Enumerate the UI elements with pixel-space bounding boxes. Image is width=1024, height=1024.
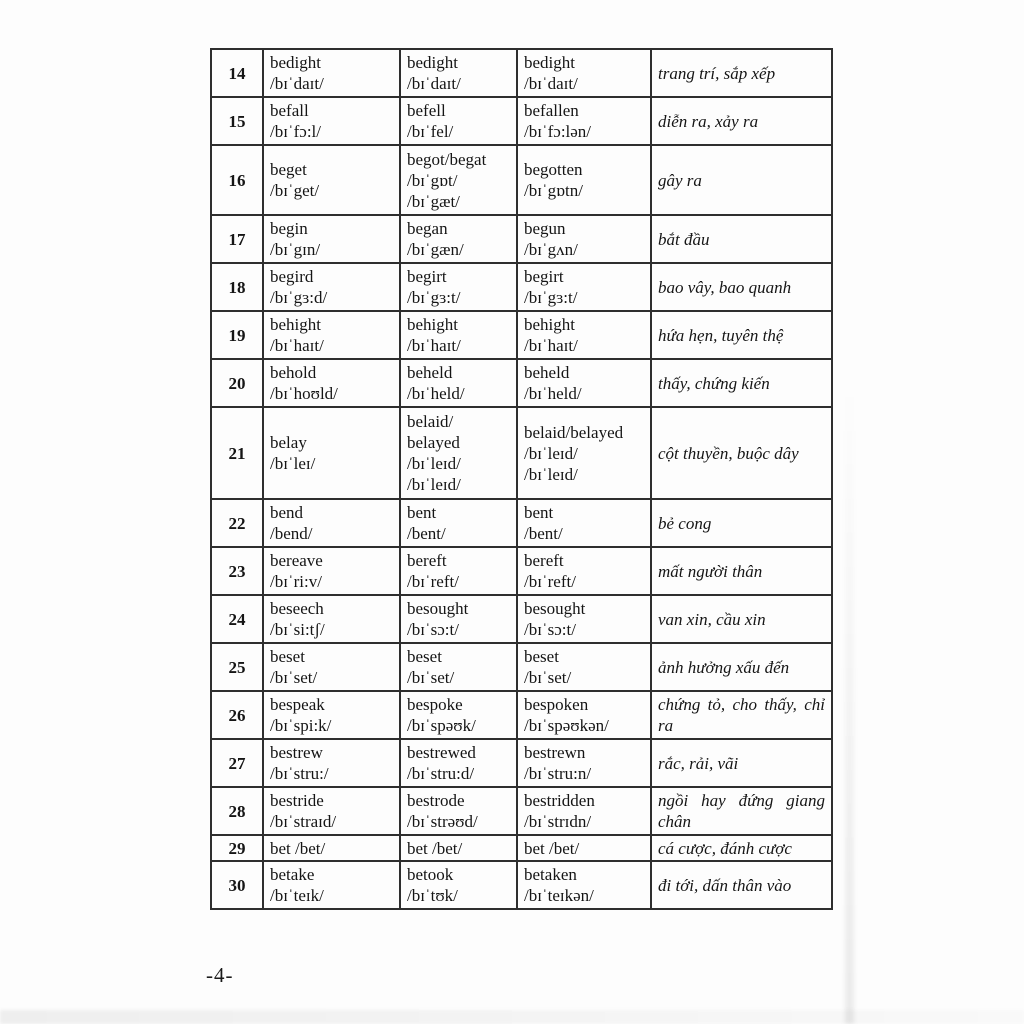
verb-ipa: /bɪˈstraɪd/ [270,812,337,831]
verb-ipa: /bɪˈspəʊkən/ [524,716,609,735]
verb-word: bet /bet/ [407,838,463,858]
verb-word: behight [524,315,575,334]
past-tense-cell [400,861,517,909]
verb-word: bespeak [270,695,325,714]
row-number-cell: 30 [211,861,263,909]
verb-ipa: /bɪˈsi:tʃ/ [270,620,325,639]
verb-ipa: /bɪˈhaɪt/ [524,336,578,355]
verb-ipa: /bɪˈdaɪt/ [270,74,324,93]
base-form-cell [263,691,400,739]
past-participle-cell [517,49,651,97]
verb-ipa: /bɪˈri:v/ [270,572,322,591]
row-number-cell: 14 [211,49,263,97]
base-form-cell [263,547,400,595]
verb-word: bereave [270,551,323,570]
past-participle-cell [517,311,651,359]
row-number-cell: 15 [211,97,263,145]
meaning-cell: mất người thân [651,547,832,595]
table-row [211,691,832,739]
verb-ipa: /bɪˈgæn/ [407,240,464,259]
past-tense-cell [400,145,517,215]
verb-word: behight [270,315,321,334]
verb-word: behold [270,363,317,382]
row-number-cell: 27 [211,739,263,787]
table-row [211,263,832,311]
table-row [211,407,832,499]
past-tense-cell [400,49,517,97]
base-form-cell [263,145,400,215]
meaning-cell: trang trí, sắp xếp [651,49,832,97]
table-row [211,97,832,145]
table-row [211,145,832,215]
verb-word: behight [407,315,458,334]
past-tense-cell [400,787,517,835]
base-form-cell [263,835,400,861]
verb-word: bespoke [407,695,463,714]
meaning-cell: van xin, cầu xin [651,595,832,643]
verb-word: beset [270,647,305,666]
verb-word: bent [524,503,554,522]
verb-ipa: /bɪˈhaɪt/ [407,336,461,355]
base-form-cell [263,49,400,97]
row-number-cell: 19 [211,311,263,359]
table-row [211,643,832,691]
past-participle-cell [517,215,651,263]
verb-word: begird [270,267,314,286]
verb-ipa: /bɪˈteɪk/ [270,886,324,905]
row-number-cell: 26 [211,691,263,739]
past-participle-cell [517,595,651,643]
base-form-cell [263,359,400,407]
row-number-cell: 18 [211,263,263,311]
verb-word: befall [270,101,309,120]
verb-word: bespoken [524,695,589,714]
verb-ipa: /bɪˈstrəʊd/ [407,812,478,831]
base-form-cell [263,595,400,643]
verb-ipa: /bɪˈfɔ:l/ [270,122,321,141]
meaning-cell: gây ra [651,145,832,215]
verb-word: began [407,219,448,238]
past-participle-cell [517,263,651,311]
past-participle-cell [517,787,651,835]
verb-ipa: /bɪˈstrɪdn/ [524,812,592,831]
base-form-cell [263,499,400,547]
past-participle-cell [517,835,651,861]
verb-word: bet /bet/ [524,838,580,858]
verb-ipa: /bɪˈstru:/ [270,764,329,783]
past-tense-cell [400,739,517,787]
verb-ipa: /bɪˈfɔ:lən/ [524,122,592,141]
past-tense-cell [400,691,517,739]
meaning-cell: cá cược, đánh cược [651,835,832,861]
meaning-cell: rắc, rải, vãi [651,739,832,787]
past-participle-cell [517,499,651,547]
verb-ipa: /bɪˈleɪd/ [524,443,578,463]
row-number-cell: 22 [211,499,263,547]
verb-ipa: /bɪˈhaɪt/ [270,336,324,355]
meaning-cell: đi tới, dấn thân vào [651,861,832,909]
row-number-cell: 29 [211,835,263,861]
verb-ipa: /bɪˈgɪn/ [270,240,321,259]
meaning-cell: thấy, chứng kiến [651,359,832,407]
verb-word: besought [407,599,469,618]
verb-ipa: /bɪˈteɪkən/ [524,886,594,905]
verb-word: beseech [270,599,324,618]
verb-ipa: /bɪˈset/ [407,668,455,687]
verb-ipa: /bɪˈget/ [270,181,320,200]
table-row [211,547,832,595]
verb-word: begot/begat [407,149,487,169]
verb-ipa: /bɪˈset/ [270,668,318,687]
verb-word: begun [524,219,566,238]
verb-ipa: /bɪˈfel/ [407,122,454,141]
verb-ipa: /bɪˈleɪd/ [407,454,461,473]
verb-word: befallen [524,101,579,120]
verb-ipa: /bɪˈstru:n/ [524,764,592,783]
verb-ipa: /bɪˈstru:d/ [407,764,475,783]
meaning-cell: hứa hẹn, tuyên thệ [651,311,832,359]
verb-ipa: /bɪˈgæt/ [407,191,460,211]
page-number: -4- [206,963,234,987]
table-row [211,861,832,909]
verb-word: besought [524,599,586,618]
table-row [211,215,832,263]
past-participle-cell [517,739,651,787]
verb-ipa: /bɪˈsɔ:t/ [524,620,576,639]
verb-word: beheld [524,363,570,382]
verb-word: belayed [407,433,460,452]
verb-ipa: /bɪˈgʌn/ [524,240,578,259]
base-form-cell [263,739,400,787]
verb-word: bedight [524,53,575,72]
past-tense-cell [400,499,517,547]
past-tense-cell [400,835,517,861]
meaning-cell: ảnh hưởng xấu đến [651,643,832,691]
base-form-cell [263,861,400,909]
base-form-cell [263,643,400,691]
past-tense-cell [400,643,517,691]
verb-word: bestride [270,791,324,810]
verb-ipa: /bent/ [524,524,563,543]
past-tense-cell [400,547,517,595]
irregular-verbs-table-body [211,49,832,909]
verb-word: betaken [524,865,577,884]
meaning-cell: bao vây, bao quanh [651,263,832,311]
page-edge-shadow [845,380,854,1024]
past-tense-cell [400,263,517,311]
table-row [211,739,832,787]
verb-word: bestridden [524,791,595,810]
past-tense-cell [400,215,517,263]
table-row [211,499,832,547]
verb-word: beset [524,647,559,666]
row-number-cell: 16 [211,145,263,215]
meaning-cell: bắt đầu [651,215,832,263]
verb-ipa: /bent/ [407,524,446,543]
past-participle-cell [517,691,651,739]
meaning-cell: chứng tỏ, cho thấy, chỉ ra [651,691,832,739]
past-tense-cell [400,97,517,145]
verb-word: beset [407,647,442,666]
base-form-cell [263,311,400,359]
verb-word: belay [270,433,307,452]
verb-ipa: /bɪˈheld/ [407,384,465,403]
verb-word: bestrew [270,743,323,762]
verb-word: bet /bet/ [270,838,326,858]
meaning-cell: bẻ cong [651,499,832,547]
verb-ipa: /bɪˈdaɪt/ [524,74,578,93]
table-row [211,311,832,359]
row-number-cell: 24 [211,595,263,643]
verb-ipa: /bɪˈgɜ:t/ [524,288,578,307]
verb-word: bend [270,503,304,522]
past-participle-cell [517,547,651,595]
verb-word: belaid/ [407,412,454,431]
verb-word: bedight [270,53,321,72]
table-row [211,359,832,407]
verb-word: bestrewn [524,743,586,762]
verb-word: beget [270,160,307,179]
base-form-cell [263,263,400,311]
verb-ipa: /bɪˈreft/ [524,572,576,591]
verb-word: bereft [524,551,564,570]
verb-ipa: /bɪˈdaɪt/ [407,74,461,93]
past-tense-cell [400,407,517,499]
past-tense-cell [400,311,517,359]
past-participle-cell [517,145,651,215]
verb-ipa: /bɪˈtʊk/ [407,886,458,905]
verb-word: bedight [407,53,458,72]
verb-ipa: /bɪˈreft/ [407,572,459,591]
table-row [211,787,832,835]
verb-ipa: /bɪˈset/ [524,668,572,687]
verb-word: bestrode [407,791,465,810]
verb-ipa: /bɪˈleɪ/ [270,454,316,473]
meaning-cell: diễn ra, xảy ra [651,97,832,145]
base-form-cell [263,97,400,145]
verb-ipa: /bɪˈgɒt/ [407,170,458,190]
verb-word: betake [270,865,315,884]
verb-ipa: /bɪˈgɜ:d/ [270,288,328,307]
past-participle-cell [517,359,651,407]
verb-word: belaid/belayed [524,422,624,442]
verb-word: betook [407,865,454,884]
row-number-cell: 25 [211,643,263,691]
verb-word: bent [407,503,437,522]
verb-word: begin [270,219,308,238]
past-participle-cell [517,407,651,499]
table-row [211,835,832,861]
base-form-cell [263,787,400,835]
verb-word: bereft [407,551,447,570]
table-row [211,595,832,643]
verb-word: beheld [407,363,453,382]
past-tense-cell [400,595,517,643]
row-number-cell: 21 [211,407,263,499]
row-number-cell: 23 [211,547,263,595]
row-number-cell: 20 [211,359,263,407]
irregular-verbs-table [210,48,833,910]
meaning-cell: ngồi hay đứng giang chân [651,787,832,835]
base-form-cell [263,215,400,263]
verb-word: bestrewed [407,743,476,762]
past-participle-cell [517,97,651,145]
base-form-cell [263,407,400,499]
verb-ipa: /bɪˈgɜ:t/ [407,288,461,307]
verb-ipa: /bɪˈsɔ:t/ [407,620,459,639]
verb-ipa: /bɪˈhoʊld/ [270,384,338,403]
page-bottom-shadow [0,1010,1024,1024]
meaning-cell: cột thuyền, buộc dây [651,407,832,499]
table-row [211,49,832,97]
verb-ipa: /bɪˈspi:k/ [270,716,332,735]
verb-ipa: /bɪˈleɪd/ [407,475,461,494]
verb-ipa: /bɪˈspəʊk/ [407,716,476,735]
verb-word: begirt [407,267,447,286]
verb-word: befell [407,101,446,120]
verb-ipa: /bɪˈheld/ [524,384,582,403]
verb-ipa: /bɪˈgɒtn/ [524,181,583,200]
verb-word: begirt [524,267,564,286]
verb-ipa: /bɪˈleɪd/ [524,464,578,484]
row-number-cell: 17 [211,215,263,263]
past-participle-cell [517,861,651,909]
past-participle-cell [517,643,651,691]
verb-word: begotten [524,160,583,179]
row-number-cell: 28 [211,787,263,835]
verb-ipa: /bend/ [270,524,313,543]
past-tense-cell [400,359,517,407]
